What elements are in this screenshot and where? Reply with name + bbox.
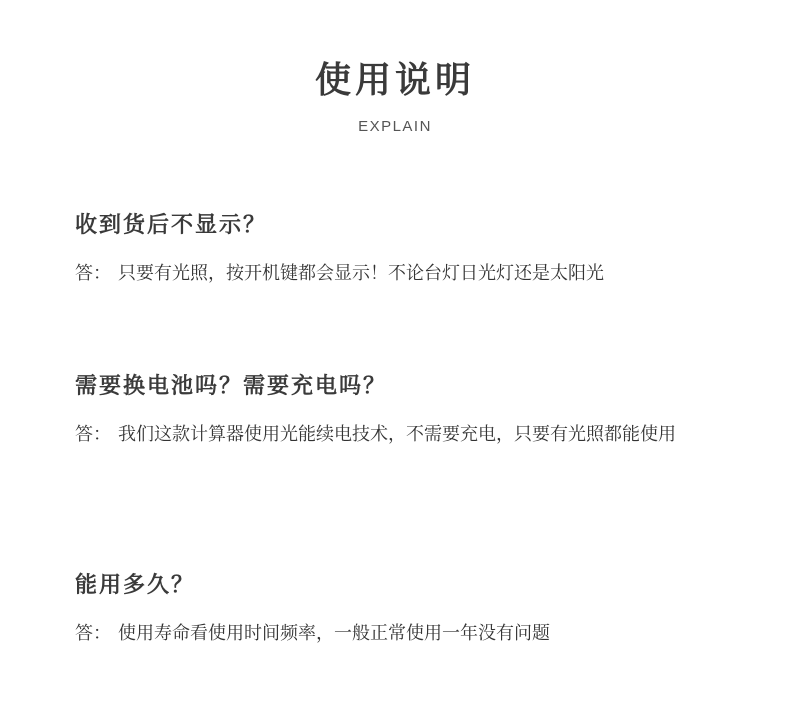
answer-prefix: 答： <box>75 424 111 445</box>
page-subtitle: EXPLAIN <box>358 118 432 135</box>
page-title: 使用说明 <box>314 60 475 101</box>
faq-answer-2 <box>75 415 715 454</box>
faq-question-3: 能用多久？ <box>75 573 196 598</box>
answer-text: 使用寿命看使用时间频率，一般正常使用一年没有问题 <box>118 623 550 644</box>
answer-prefix: 答： <box>75 263 111 284</box>
faq-question-1: 收到货后不显示？ <box>75 213 268 238</box>
answer-text: 我们这款计算器使用光能续电技术，不需要充电，只要有光照都能使用 <box>118 424 676 445</box>
faq-answer-1 <box>75 254 715 293</box>
answer-text: 只要有光照，按开机键都会显示！不论台灯日光灯还是太阳光 <box>118 263 604 284</box>
answer-prefix: 答： <box>75 623 111 644</box>
faq-question-2: 需要换电池吗？需要充电吗？ <box>75 374 388 399</box>
faq-answer-3 <box>75 614 715 653</box>
